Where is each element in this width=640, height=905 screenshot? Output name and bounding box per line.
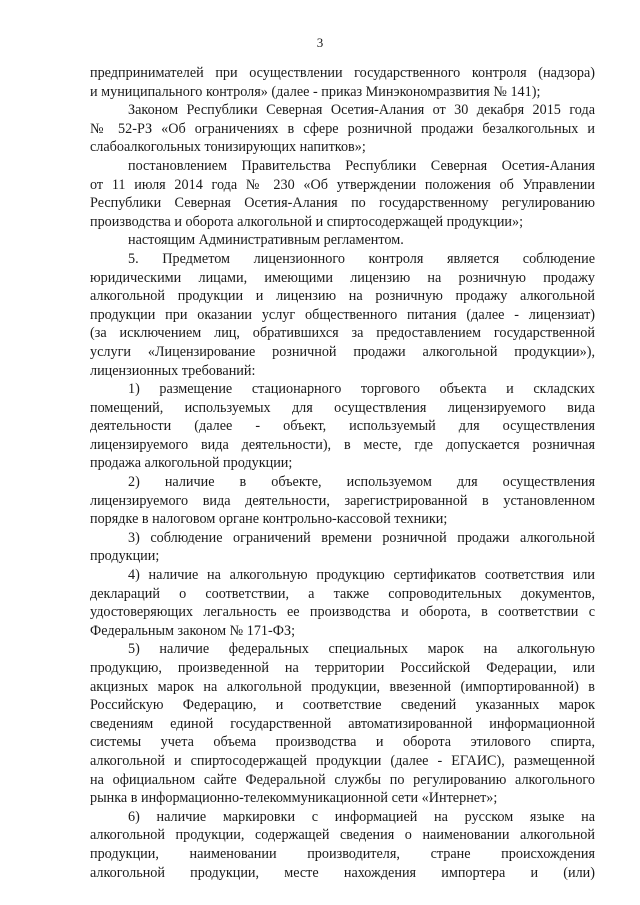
text-line: и муниципального контроля» (далее - приказ Минэкономразвития № 141); [90,83,541,100]
text-line: Федеральным законом № 171-ФЗ; [90,622,296,639]
text-line: рынка в информационно-телекоммуникационной сети «Интернет»; [90,790,498,807]
text-line: предпринимателей при осуществлении государственного контроля (надзора) [90,65,595,81]
text-line: продукции при оказании услуг общественного питания (далее - лицензиат) [90,306,595,323]
text-line: удостоверяющих легальность ее производства и оборота, в соответствии с [90,604,595,621]
text-line: алкогольной продукции, содержащей сведения о наименовании алкогольной [90,827,595,844]
text-line: настоящим Административным регламентом. [128,232,404,249]
text-line: на официальном сайте Федеральной службы по регулированию алкогольного [90,771,595,788]
text-line: 5) наличие федеральных специальных марок на алкогольную [128,641,595,658]
text-line: лицензируемого вида деятельности, зарегистрированной в установленном [90,492,595,509]
page-number: 3 [316,35,324,50]
text-line: от 11 июля 2014 года № 230 «Об утверждении положения об Управлении [90,176,595,193]
text-line: помещений, используемых для осуществления лицензируемого вида [90,399,595,416]
text-line: 2) наличие в объекте, используемом для осуществления [128,474,595,491]
text-line: слабоалкогольных тонизирующих напитков»; [90,139,366,156]
text-line: продукции; [90,548,160,565]
text-line: системы учета объема производства и оборота этилового спирта, [90,734,595,751]
text-line: деятельности (далее - объект, используемый для осуществления [90,418,595,435]
text-line: сведениям единой государственной автоматизированной информационной [90,715,595,732]
text-line: продукции, наименовании производителя, стране происхождения [90,845,595,862]
text-line: 4) наличие на алкогольную продукцию сертификатов соответствия или [128,567,595,584]
text-line: Республики Северная Осетия-Алания по государственному регулированию [90,195,595,212]
text-line: алкогольной продукции и лицензию на розничную продажу алкогольной [90,288,595,305]
text-line: 3) соблюдение ограничений времени розничной продажи алкогольной [128,529,595,546]
document-body [90,64,595,882]
text-line: № 52-РЗ «Об ограничениях в сфере розничной продажи безалкогольных и [90,120,595,137]
text-line: продукцию, произведенной на территории Российской Федерации, или [90,660,595,676]
text-line: алкогольной продукции, месте нахождения импортера и (или) [90,864,595,881]
text-line: услуги «Лицензирование розничной продажи алкогольной продукции»), [90,343,595,360]
text-line: лицензионных требований: [90,362,256,379]
text-line: производства и оборота алкогольной и спиртосодержащей продукции»; [90,213,524,230]
text-line: 6) наличие маркировки с информацией на русском языке на [128,808,595,825]
text-line: лицензируемого вида деятельности), в месте, где допускается розничная [90,436,595,453]
text-line: юридическими лицами, имеющими лицензию на розничную продажу [90,269,595,286]
text-line: продажа алкогольной продукции; [90,455,293,472]
text-line: Российскую Федерацию, и соответствие сведений указанных марок [90,697,595,714]
text-line: 1) размещение стационарного торгового объекта и складских [128,381,595,398]
text-line: постановлением Правительства Республики Северная Осетия-Алания [128,157,595,174]
text-line: 5. Предметом лицензионного контроля является соблюдение [128,250,595,267]
text-line: алкогольной и спиртосодержащей продукции (далее - ЕГАИС), размещенной [90,752,595,769]
text-line: Законом Республики Северная Осетия-Алания от 30 декабря 2015 года [128,102,595,119]
text-line: деклараций о соответствии, а также сопроводительных документов, [90,585,595,602]
text-line: акцизных марок на алкогольной продукции, ввезенной (импортированной) в [90,678,595,695]
text-line: (за исключением лиц, обратившихся за предоставлением государственной [90,325,595,342]
text-line: порядке в налоговом органе контрольно-кассовой техники; [90,511,448,528]
